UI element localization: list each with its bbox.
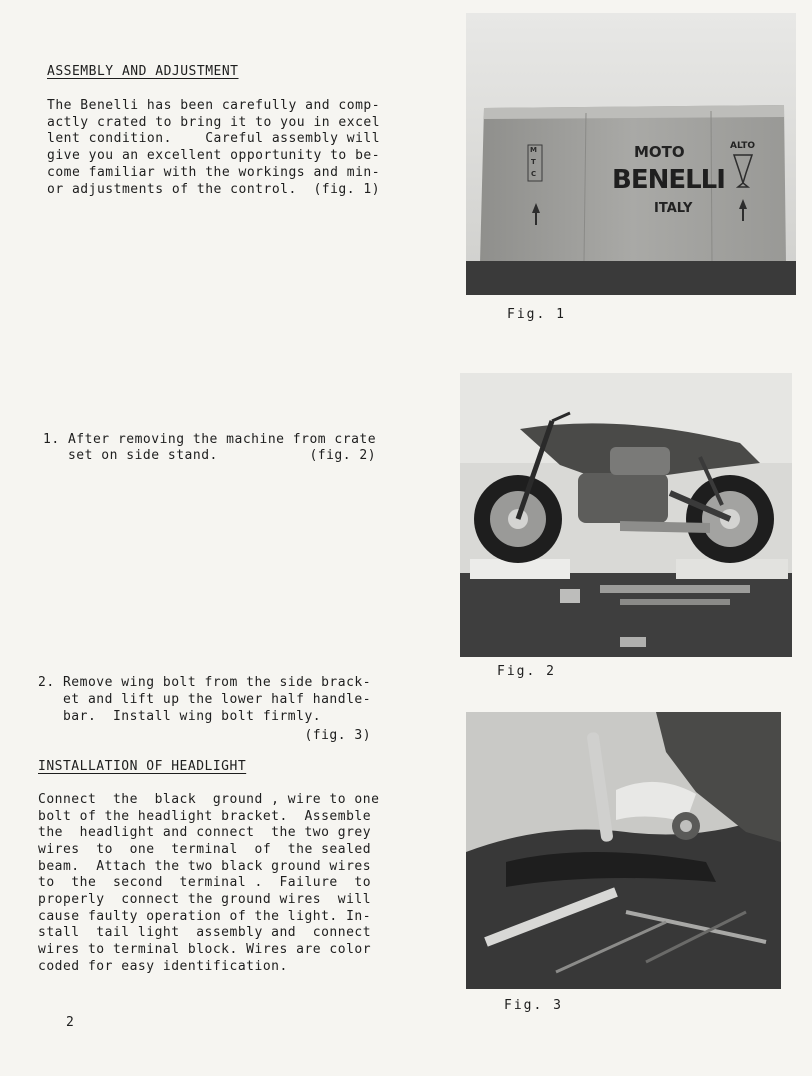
figure-2-motorcycle-photo: [460, 373, 792, 657]
page-number: 2: [66, 1015, 74, 1030]
figure-1-crate-photo: [466, 13, 796, 295]
paragraph-line: set on side stand. (fig. 2): [43, 448, 377, 463]
paragraph-line: properly connect the ground wires will: [38, 892, 372, 907]
paragraph-line: bar. Install wing bolt firmly.: [38, 709, 322, 724]
paragraph-line: (fig. 3): [38, 728, 372, 743]
paragraph-line: 1. After removing the machine from crate: [43, 432, 377, 447]
crate-brand-text: BENELLI: [612, 165, 725, 195]
figure-2-caption: Fig. 2: [497, 664, 556, 679]
paragraph-line: or adjustments of the control. (fig. 1): [47, 182, 381, 197]
paragraph-line: 2. Remove wing bolt from the side brack-: [38, 675, 372, 690]
figure-3-handlebar-photo: [466, 712, 781, 989]
crate-country-text: ITALY: [654, 201, 693, 216]
paragraph-line: actly crated to bring it to you in excel: [47, 115, 381, 130]
paragraph-line: lent condition. Careful assembly will: [47, 131, 381, 146]
paragraph-line: give you an excellent opportunity to be-: [47, 148, 381, 163]
paragraph-line: beam. Attach the two black ground wires: [38, 859, 372, 874]
paragraph-line: the headlight and connect the two grey: [38, 825, 372, 840]
crate-side-letter: M: [530, 146, 537, 154]
paragraph-line: wires to terminal block. Wires are color: [38, 942, 372, 957]
paragraph-line: bolt of the headlight bracket. Assemble: [38, 809, 372, 824]
paragraph-line: coded for easy identification.: [38, 959, 288, 974]
paragraph-line: come familiar with the workings and min-: [47, 165, 381, 180]
paragraph-line: et and lift up the lower half handle-: [38, 692, 372, 707]
paragraph-line: Connect the black ground , wire to one: [38, 792, 380, 807]
paragraph-line: wires to one terminal of the sealed: [38, 842, 372, 857]
crate-alto-text: ALTO: [730, 141, 756, 151]
crate-side-letter: C: [531, 170, 537, 178]
section-heading-headlight: INSTALLATION OF HEADLIGHT: [38, 759, 247, 774]
paragraph-line: The Benelli has been carefully and comp-: [47, 98, 381, 113]
paragraph-line: cause faulty operation of the light. In-: [38, 909, 372, 924]
paragraph-line: to the second terminal . Failure to: [38, 875, 372, 890]
crate-moto-text: MOTO: [634, 143, 685, 161]
figure-3-caption: Fig. 3: [504, 998, 563, 1013]
crate-side-letter: T: [531, 158, 536, 166]
paragraph-line: stall tail light assembly and connect: [38, 925, 372, 940]
section-heading-assembly: ASSEMBLY AND ADJUSTMENT: [47, 64, 239, 79]
figure-1-caption: Fig. 1: [507, 307, 566, 322]
